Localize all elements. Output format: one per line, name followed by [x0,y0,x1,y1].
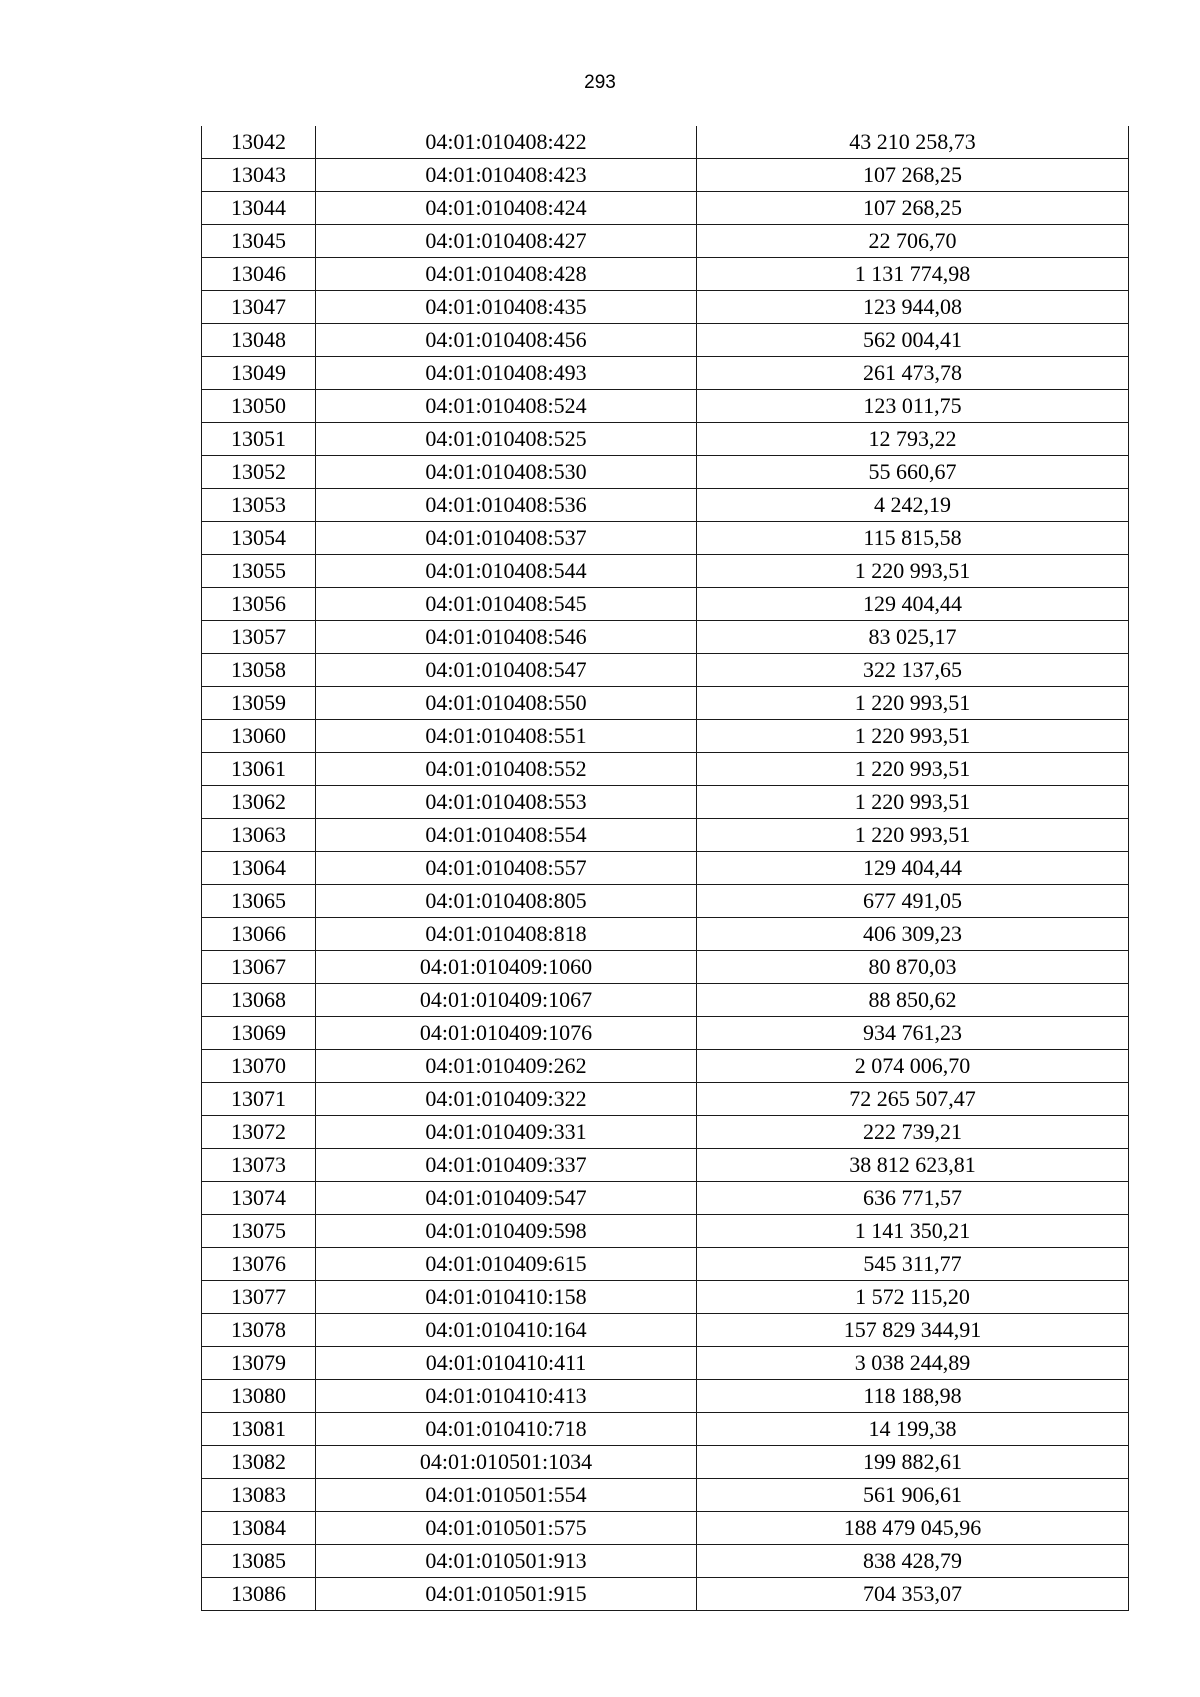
cadastral-number-cell: 04:01:010408:493 [316,357,697,390]
table-row [202,885,1129,918]
table-row [202,1149,1129,1182]
table-row [202,1182,1129,1215]
table-row [202,1017,1129,1050]
cadastral-value-cell: 3 038 244,89 [697,1347,1129,1380]
cadastral-number-cell: 04:01:010409:1076 [316,1017,697,1050]
cadastral-number-cell: 04:01:010410:413 [316,1380,697,1413]
table-row [202,1413,1129,1446]
row-number-cell: 13083 [202,1479,316,1512]
cadastral-number-cell: 04:01:010409:1067 [316,984,697,1017]
cadastral-value-cell: 123 944,08 [697,291,1129,324]
row-number-cell: 13060 [202,720,316,753]
row-number-cell: 13073 [202,1149,316,1182]
cadastral-number-cell: 04:01:010408:423 [316,159,697,192]
table-row [202,225,1129,258]
table-row [202,456,1129,489]
table-row [202,1281,1129,1314]
table-row [202,324,1129,357]
cadastral-value-cell: 115 815,58 [697,522,1129,555]
table-row [202,786,1129,819]
table-row [202,1446,1129,1479]
row-number-cell: 13058 [202,654,316,687]
cadastral-value-cell: 222 739,21 [697,1116,1129,1149]
cadastral-value-cell: 1 220 993,51 [697,819,1129,852]
table-row [202,1512,1129,1545]
table-row [202,621,1129,654]
row-number-cell: 13067 [202,951,316,984]
cadastral-value-cell: 1 220 993,51 [697,555,1129,588]
row-number-cell: 13079 [202,1347,316,1380]
cadastral-value-cell: 545 311,77 [697,1248,1129,1281]
cadastral-number-cell: 04:01:010408:524 [316,390,697,423]
cadastral-number-cell: 04:01:010501:915 [316,1578,697,1611]
cadastral-number-cell: 04:01:010408:557 [316,852,697,885]
row-number-cell: 13068 [202,984,316,1017]
cadastral-number-cell: 04:01:010408:544 [316,555,697,588]
row-number-cell: 13066 [202,918,316,951]
cadastral-value-cell: 88 850,62 [697,984,1129,1017]
cadastral-value-cell: 83 025,17 [697,621,1129,654]
cadastral-number-cell: 04:01:010409:331 [316,1116,697,1149]
cadastral-number-cell: 04:01:010501:575 [316,1512,697,1545]
row-number-cell: 13072 [202,1116,316,1149]
row-number-cell: 13075 [202,1215,316,1248]
table-row [202,654,1129,687]
row-number-cell: 13064 [202,852,316,885]
cadastral-number-cell: 04:01:010408:550 [316,687,697,720]
cadastral-number-cell: 04:01:010409:262 [316,1050,697,1083]
cadastral-value-cell: 72 265 507,47 [697,1083,1129,1116]
row-number-cell: 13047 [202,291,316,324]
cadastral-value-cell: 2 074 006,70 [697,1050,1129,1083]
table-row [202,1083,1129,1116]
table-row [202,423,1129,456]
table-row [202,1545,1129,1578]
cadastral-value-cell: 199 882,61 [697,1446,1129,1479]
cadastral-number-cell: 04:01:010408:805 [316,885,697,918]
row-number-cell: 13052 [202,456,316,489]
table-row [202,1116,1129,1149]
cadastral-number-cell: 04:01:010408:428 [316,258,697,291]
cadastral-value-cell: 157 829 344,91 [697,1314,1129,1347]
page-number: 293 [584,72,616,93]
row-number-cell: 13053 [202,489,316,522]
table-body [202,126,1129,1611]
cadastral-number-cell: 04:01:010408:424 [316,192,697,225]
cadastral-number-cell: 04:01:010408:545 [316,588,697,621]
cadastral-value-cell: 406 309,23 [697,918,1129,951]
row-number-cell: 13077 [202,1281,316,1314]
cadastral-value-table [201,126,1129,1611]
table-row [202,753,1129,786]
cadastral-number-cell: 04:01:010408:546 [316,621,697,654]
table-row [202,1248,1129,1281]
cadastral-value-cell: 43 210 258,73 [697,126,1129,159]
cadastral-value-cell: 1 220 993,51 [697,687,1129,720]
cadastral-number-cell: 04:01:010408:536 [316,489,697,522]
row-number-cell: 13071 [202,1083,316,1116]
cadastral-value-cell: 1 131 774,98 [697,258,1129,291]
row-number-cell: 13055 [202,555,316,588]
cadastral-number-cell: 04:01:010410:158 [316,1281,697,1314]
row-number-cell: 13074 [202,1182,316,1215]
row-number-cell: 13043 [202,159,316,192]
cadastral-value-cell: 107 268,25 [697,192,1129,225]
cadastral-number-cell: 04:01:010408:553 [316,786,697,819]
table-row [202,588,1129,621]
table-row [202,1215,1129,1248]
cadastral-value-cell: 561 906,61 [697,1479,1129,1512]
cadastral-number-cell: 04:01:010408:547 [316,654,697,687]
row-number-cell: 13042 [202,126,316,159]
row-number-cell: 13065 [202,885,316,918]
table-row [202,720,1129,753]
row-number-cell: 13061 [202,753,316,786]
cadastral-value-cell: 38 812 623,81 [697,1149,1129,1182]
row-number-cell: 13078 [202,1314,316,1347]
row-number-cell: 13063 [202,819,316,852]
cadastral-value-cell: 129 404,44 [697,852,1129,885]
table-row [202,258,1129,291]
cadastral-number-cell: 04:01:010408:818 [316,918,697,951]
table-row [202,555,1129,588]
table-row [202,687,1129,720]
cadastral-number-cell: 04:01:010409:598 [316,1215,697,1248]
cadastral-value-cell: 123 011,75 [697,390,1129,423]
row-number-cell: 13045 [202,225,316,258]
row-number-cell: 13059 [202,687,316,720]
row-number-cell: 13048 [202,324,316,357]
cadastral-number-cell: 04:01:010409:322 [316,1083,697,1116]
row-number-cell: 13084 [202,1512,316,1545]
table-row [202,1314,1129,1347]
cadastral-number-cell: 04:01:010410:718 [316,1413,697,1446]
table-row [202,984,1129,1017]
cadastral-value-cell: 838 428,79 [697,1545,1129,1578]
cadastral-number-cell: 04:01:010408:537 [316,522,697,555]
cadastral-number-cell: 04:01:010408:456 [316,324,697,357]
cadastral-value-cell: 1 572 115,20 [697,1281,1129,1314]
cadastral-value-cell: 562 004,41 [697,324,1129,357]
cadastral-number-cell: 04:01:010501:913 [316,1545,697,1578]
cadastral-value-cell: 1 220 993,51 [697,753,1129,786]
cadastral-value-cell: 677 491,05 [697,885,1129,918]
row-number-cell: 13086 [202,1578,316,1611]
row-number-cell: 13062 [202,786,316,819]
row-number-cell: 13069 [202,1017,316,1050]
cadastral-number-cell: 04:01:010408:427 [316,225,697,258]
cadastral-number-cell: 04:01:010409:547 [316,1182,697,1215]
row-number-cell: 13070 [202,1050,316,1083]
row-number-cell: 13049 [202,357,316,390]
row-number-cell: 13057 [202,621,316,654]
cadastral-value-cell: 188 479 045,96 [697,1512,1129,1545]
table-row [202,918,1129,951]
cadastral-number-cell: 04:01:010410:411 [316,1347,697,1380]
cadastral-value-cell: 107 268,25 [697,159,1129,192]
table-row [202,951,1129,984]
cadastral-value-cell: 322 137,65 [697,654,1129,687]
cadastral-value-cell: 55 660,67 [697,456,1129,489]
row-number-cell: 13044 [202,192,316,225]
row-number-cell: 13081 [202,1413,316,1446]
cadastral-number-cell: 04:01:010408:554 [316,819,697,852]
table-row [202,522,1129,555]
cadastral-number-cell: 04:01:010408:530 [316,456,697,489]
cadastral-value-cell: 4 242,19 [697,489,1129,522]
cadastral-value-cell: 118 188,98 [697,1380,1129,1413]
cadastral-number-cell: 04:01:010408:435 [316,291,697,324]
cadastral-number-cell: 04:01:010408:552 [316,753,697,786]
cadastral-number-cell: 04:01:010410:164 [316,1314,697,1347]
cadastral-number-cell: 04:01:010409:337 [316,1149,697,1182]
cadastral-value-cell: 129 404,44 [697,588,1129,621]
row-number-cell: 13054 [202,522,316,555]
table-row [202,1380,1129,1413]
row-number-cell: 13080 [202,1380,316,1413]
cadastral-value-cell: 704 353,07 [697,1578,1129,1611]
row-number-cell: 13082 [202,1446,316,1479]
table-row [202,1347,1129,1380]
cadastral-value-cell: 22 706,70 [697,225,1129,258]
row-number-cell: 13076 [202,1248,316,1281]
cadastral-value-cell: 14 199,38 [697,1413,1129,1446]
cadastral-number-cell: 04:01:010501:554 [316,1479,697,1512]
cadastral-number-cell: 04:01:010408:525 [316,423,697,456]
table-row [202,1578,1129,1611]
cadastral-number-cell: 04:01:010501:1034 [316,1446,697,1479]
cadastral-value-cell: 12 793,22 [697,423,1129,456]
cadastral-value-cell: 1 220 993,51 [697,786,1129,819]
cadastral-number-cell: 04:01:010408:551 [316,720,697,753]
table-row [202,852,1129,885]
row-number-cell: 13056 [202,588,316,621]
cadastral-value-cell: 1 141 350,21 [697,1215,1129,1248]
table-row [202,390,1129,423]
cadastral-number-cell: 04:01:010409:615 [316,1248,697,1281]
cadastral-value-cell: 1 220 993,51 [697,720,1129,753]
cadastral-value-cell: 261 473,78 [697,357,1129,390]
table-row [202,357,1129,390]
row-number-cell: 13046 [202,258,316,291]
cadastral-value-cell: 934 761,23 [697,1017,1129,1050]
row-number-cell: 13085 [202,1545,316,1578]
table-row [202,1479,1129,1512]
cadastral-value-cell: 636 771,57 [697,1182,1129,1215]
table-row [202,159,1129,192]
cadastral-number-cell: 04:01:010408:422 [316,126,697,159]
table-row [202,126,1129,159]
table-row [202,819,1129,852]
cadastral-value-cell: 80 870,03 [697,951,1129,984]
table-row [202,489,1129,522]
table-row [202,291,1129,324]
table-row [202,192,1129,225]
cadastral-number-cell: 04:01:010409:1060 [316,951,697,984]
row-number-cell: 13051 [202,423,316,456]
row-number-cell: 13050 [202,390,316,423]
table-row [202,1050,1129,1083]
